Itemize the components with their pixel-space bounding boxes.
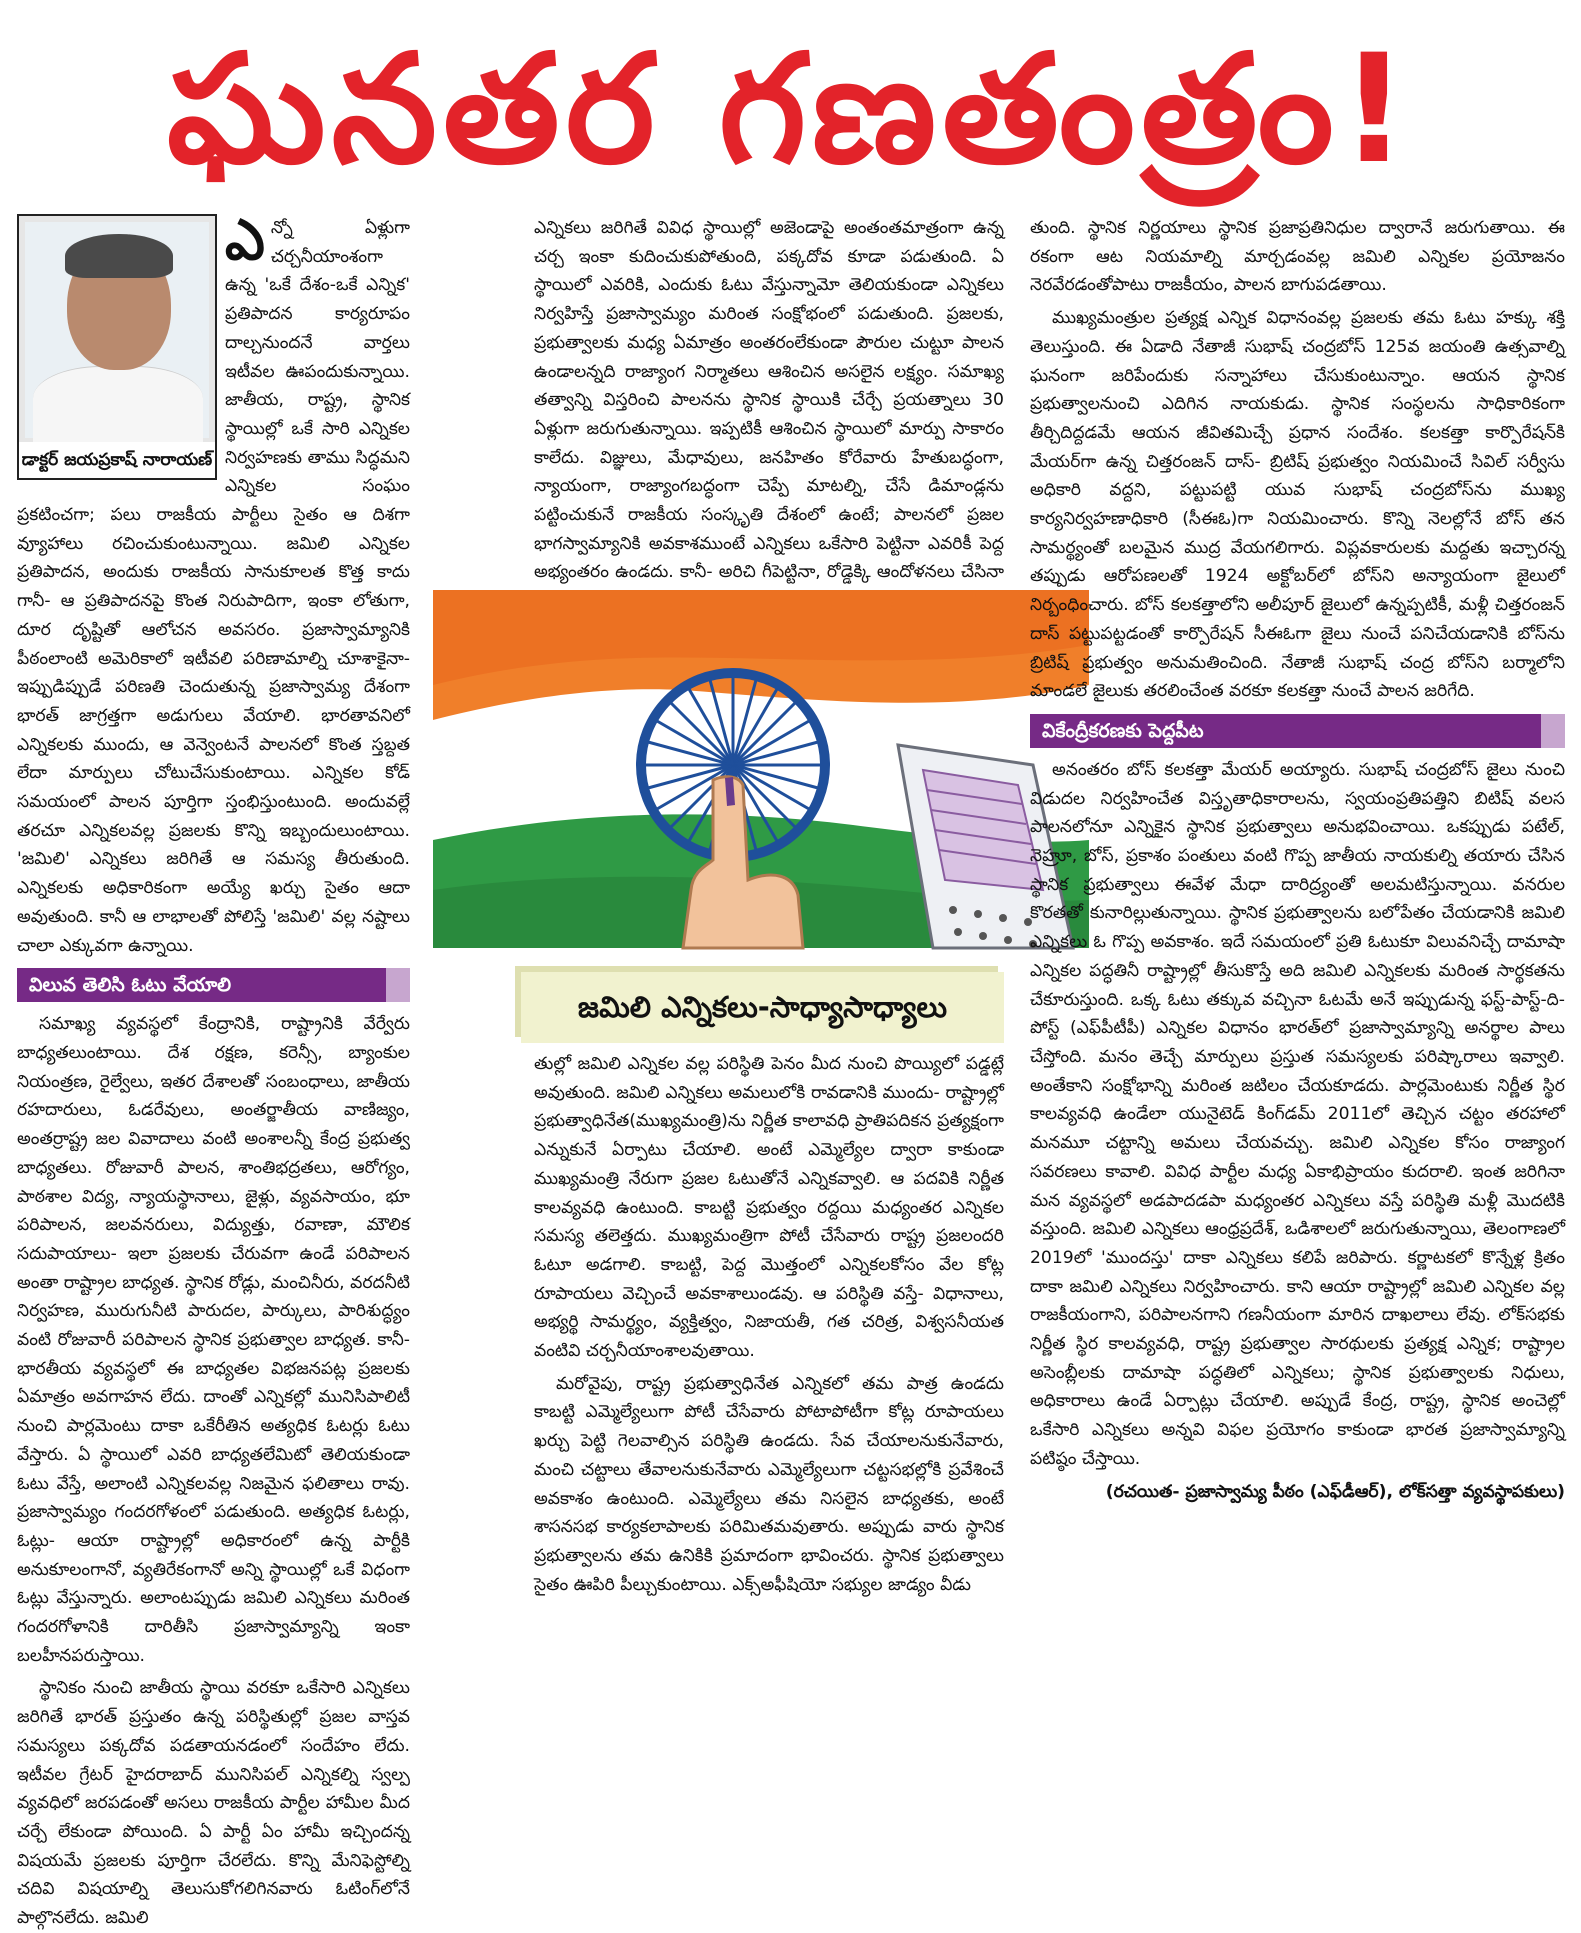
author-caption: డాక్టర్‌ జయప్రకాష్‌ నారాయణ్‌	[19, 442, 215, 478]
headline: ఘనతర గణతంత్రం!	[166, 23, 1415, 197]
illustration-svg	[433, 590, 1089, 948]
subheading-decentralization: వికేంద్రీకరణకు పెద్దపీట	[1030, 714, 1565, 748]
article-column-1	[17, 208, 410, 1929]
paragraph: స్థానికం నుంచి జాతీయ స్థాయి వరకూ ఒకేసారి ఎన్నికలు జరిగితే భారత్‌ ప్రస్తుతం ఉన్న పరిస్థితుల్లో ప్రజల వాస్తవ సమస్యలు పక్కదోవ పడతాయనడంలో సందేహం లేదు. ఇటీవల గ్రేటర్‌ హైదరాబాద్‌ మునిసిపల్‌ ఎన్నికల్ని స్వల్ప వ్యవధిలో జరపడంతో అసలు రాజకీయ పార్టీల హామీల మీద చర్చే లేకుండా పోయింది. ఏ పార్టీ ఏం హామీ ఇచ్చిందన్న విషయమే ప్రజలకు పూర్తిగా చేరలేదు. కొన్ని మేనిఫెస్టోల్ని చదివి విషయాల్ని తెలుసుకోగలిగినవారు ఓటింగ్‌లోనే పాల్గొనలేదు. జమిలి	[17, 1678, 410, 1929]
article-column-3	[1030, 214, 1565, 1610]
paragraph: మరోవైపు, రాష్ట్ర ప్రభుత్వాధినేత ఎన్నికలో తమ పాత్ర ఉండదు కాబట్టి ఎమ్మెల్యేలుగా పోటీ చేసేవారు పోటాపోటీగా కోట్ల రూపాయలు ఖర్చు పెట్టి గెలవాల్సిన పరిస్థితి ఉండదు. సేవ చేయాలనుకునేవారు, మంచి చట్టాలు తేవాలనుకునేవారు ఎమ్మెల్యేలుగా చట్టసభల్లోకి ప్రవేశించే అవకాశం ఉంటుంది. ఎమ్మెల్యేలు తమ నిసలైన బాధ్యతకు, అంటే శాసనసభ కార్యకలాపాలకు పరిమితమవుతారు. అప్పుడు వారు స్థానిక ప్రభుత్వాలను తమ ఉనికికి ప్రమాదంగా భావించరు. స్థానిక ప్రభుత్వాలు సైతం ఊపిరి పీల్చుకుంటాయి. ఎక్స్‌అఫీషియో సభ్యుల జాడ్యం వీడు	[534, 1373, 1004, 1595]
article-column-2-top	[534, 214, 1004, 586]
paragraph: తుల్లో జమిలి ఎన్నికల వల్ల పరిస్థితి పెనం మీద నుంచి పొయ్యిలో పడ్డట్లే అవుతుంది. జమిలి ఎన్నికలు అమలులోకి రావడానికి ముందు- రాష్ట్రాల్లో ప్రభుత్వాధినేత(ముఖ్యమంత్రి)ను నిర్ణీత కాలావధి ప్రాతిపదికన ప్రత్యక్షంగా ఎన్నుకునే ఏర్పాటు చేయాలి. అంటే ఎమ్మెల్యేల ద్వారా కాకుండా ముఖ్యమంత్రి నేరుగా ప్రజల ఓటుతోనే ఎన్నికవ్వాలి. ఆ పదవికి నిర్ణీత కాలవ్యవధి ఉంటుంది. కాబట్టి ప్రభుత్వం రద్దయి మధ్యంతర ఎన్నికల సమస్య తలెత్తదు. ముఖ్యమంత్రిగా పోటీ చేసేవారు రాష్ట్ర ప్రజలందరి ఓటూ అడగాలి. కాబట్టి, పెద్ద మొత్తంలో ఎన్నికలకోసం వేల కోట్ల రూపాయలు వెచ్చించే అవకాశాలుండవు. ఆ పరిస్థితి వస్తే- విధానాలు, అభ్యర్థి సామర్థ్యం, వ్యక్తిత్వం, నిజాయతీ, గత చరిత్ర, విశ్వసనీయత వంటివి చర్చనీయాంశాలవుతాయి.	[534, 1054, 1004, 1362]
flag-evm-illustration	[433, 590, 1089, 948]
paragraph: సమాఖ్య వ్యవస్థలో కేంద్రానికి, రాష్ట్రానికి వేర్వేరు బాధ్యతలుంటాయి. దేశ రక్షణ, కరెన్సీ, బ్యాంకుల నియంత్రణ, రైల్వేలు, ఇతర దేశాలతో సంబంధాలు, జాతీయ రహదారులు, ఓడరేవులు, అంతర్జాతీయ వాణిజ్యం, అంతర్రాష్ట్ర జల వివాదాలు వంటి అంశాలన్నీ కేంద్ర ప్రభుత్వ బాధ్యతలు. రోజువారీ పాలన, శాంతిభద్రతలు, ఆరోగ్యం, పాఠశాల విద్య, న్యాయస్థానాలు, జైళ్లు, వ్యవసాయం, భూ పరిపాలన, జలవనరులు, విద్యుత్తు, రవాణా, మౌలిక సదుపాయాలు- ఇలా ప్రజలకు చేరువగా ఉండే పరిపాలన అంతా రాష్ట్రాల బాధ్యత. స్థానిక రోడ్లు, మంచినీరు, వరదనీటి నిర్వహణ, మురుగునీటి పారుదల, పార్కులు, పారిశుద్ధ్యం వంటి రోజువారీ పరిపాలన స్థానిక ప్రభుత్వాల బాధ్యత. కానీ- భారతీయ వ్యవస్థలో ఈ బాధ్యతల విభజనపట్ల ప్రజలకు ఏమాత్రం అవగాహన లేదు. దాంతో ఎన్నికల్లో మునిసిపాలిటీ నుంచి పార్లమెంటు దాకా ఒకేరీతిన అత్యధిక ఓటర్లు ఓటు వేస్తారు. ఏ స్థాయిలో ఎవరి బాధ్యతలేమిటో తెలియకుండా ఓటు వేస్తే, అలాంటి ఎన్నికలవల్ల నిజమైన ఫలితాలు రావు. ప్రజాస్వామ్యం గందరగోళంలో పడుతుంది. అత్యధిక ఓటర్లు, ఓట్లు- ఆయా రాష్ట్రాల్లో అధికారంలో ఉన్న పార్టీకి అనుకూలంగానో, వ్యతిరేకంగానో అన్ని స్థాయిల్లో ఒకే విధంగా ఓట్లు వేస్తున్నారు. అలాంటప్పుడు జమిలి ఎన్నికలు మరింత గందరగోళానికి దారితీసి ప్రజాస్వామ్యాన్ని ఇంకా బలహీనపరుస్తాయి.	[17, 1014, 410, 1666]
author-byline: (రచయిత- ప్రజాస్వామ్య పీఠం (ఎఫ్‌డీఆర్‌), లోక్‌సత్తా వ్యవస్థాపకులు)	[1105, 1481, 1565, 1502]
article-column-2-bottom	[534, 1050, 1004, 1610]
box-title: జమిలి ఎన్నికలు-సాధ్యాసాధ్యాలు	[521, 972, 1004, 1043]
paragraph: ఎన్నికలు జరిగితే వివిధ స్థాయిల్లో అజెండాపై అంతంతమాత్రంగా ఉన్న చర్చ ఇంకా కుదించుకుపోతుంది, పక్కదోవ కూడా పడుతుంది. ఏ స్థాయిలో ఎవరికి, ఎందుకు ఓటు వేస్తున్నామో తెలియకుండా ఎన్నికలు నిర్వహిస్తే ప్రజాస్వామ్యం మరింత సంక్షోభంలో పడుతుంది. ప్రజలకు, ప్రభుత్వాలకు మధ్య ఏమాత్రం అంతరంలేకుండా పౌరుల చుట్టూ పాలన ఉండాలన్నది రాజ్యాంగ నిర్మాతలు ఆశించిన అసలైన లక్ష్యం. సమాఖ్య తత్వాన్ని విస్తరించి పాలనను స్థానిక స్థాయికి చేర్చే ప్రయత్నాలు 30 ఏళ్లుగా జరుగుతున్నాయి. ఇప్పటికీ ఆశించిన స్థాయిలో మార్పు సాకారం కాలేదు. విజ్ఞులు, మేధావులు, జనహితం కోరేవారు హేతుబద్ధంగా, న్యాయంగా, రాజ్యాంగబద్ధంగా చెప్పే మాటల్ని, చేసే డిమాండ్లను పట్టించుకునే రాజకీయ సంస్కృతి దేశంలో ఉంటే; పాలనలో ప్రజల భాగస్వామ్యానికి అవకాశముంటే ఎన్నికలు ఒకేసారి పెట్టినా ఎవరికీ పెద్ద అభ్యంతరం ఉండదు. కానీ- అరిచి గీపెట్టినా, రోడ్డెక్కి ఆందోళనలు చేసినా	[534, 218, 1004, 583]
author-photo	[17, 214, 217, 480]
paragraph: తుంది. స్థానిక నిర్ణయాలు స్థానిక ప్రజాప్రతినిధుల ద్వారానే జరుగుతాయి. ఈ రకంగా ఆట నియమాల్ని మార్చడంవల్ల జమిలి ఎన్నికల ప్రయోజనం నెరవేరడంతోపాటు రాజకీయం, పాలన బాగుపడతాయి.	[1030, 218, 1565, 296]
dropcap: ఎ	[225, 208, 265, 273]
paragraph: ముఖ్యమంత్రుల ప్రత్యక్ష ఎన్నిక విధానంవల్ల ప్రజలకు తమ ఓటు హక్కు శక్తి తెలుస్తుంది. ఈ ఏడాది నేతాజీ సుభాష్‌ చంద్రబోస్‌ 125వ జయంతి ఉత్సవాల్ని ఘనంగా జరిపేందుకు సన్నాహాలు చేసుకుంటున్నాం. ఆయన స్థానిక ప్రభుత్వాలనుంచి ఎదిగిన నాయకుడు. స్థానిక సంస్థలను సాధికారికంగా తీర్చిదిద్దడమే ఆయన జీవితమిచ్చే ప్రధాన సందేశం. కలకత్తా కార్పొరేషన్‌కి మేయర్‌గా ఉన్న చిత్తరంజన్‌ దాస్‌- బ్రిటిష్‌ ప్రభుత్వం నియమించే సివిల్‌ సర్వీసు అధికారి వద్దని, పట్టుపట్టి యువ సుభాష్‌ చంద్రబోస్‌ను ముఖ్య కార్యనిర్వహణాధికారి (సీఈఓ)గా నియమించారు. కొన్ని నెలల్లోనే బోస్‌ తన సామర్థ్యంతో బలమైన ముద్ర వేయగలిగారు. విప్లవకారులకు మద్దతు ఇచ్చారన్న తప్పుడు ఆరోపణలతో 1924 అక్టోబర్‌లో బోస్‌ని అన్యాయంగా జైలులో నిర్బంధించారు. బోస్‌ కలకత్తాలోని అలీపూర్‌ జైలులో ఉన్నప్పటికీ, మళ్లీ చిత్తరంజన్‌ దాస్‌ పట్టుపట్టడంతో కార్పొరేషన్‌ సీఈఓగా జైలు నుంచే పనిచేయడానికి బోస్‌ను బ్రిటిష్‌ ప్రభుత్వం అనుమతించింది. నేతాజీ సుభాష్‌ చంద్ర బోస్‌ని బర్మాలోని మాండలే జైలుకు తరలించేంత వరకూ కలకత్తా నుంచే పాలన జరిగేది.	[1030, 308, 1565, 702]
paragraph: అనంతరం బోస్‌ కలకత్తా మేయర్‌ అయ్యారు. సుభాష్‌ చంద్రబోస్‌ జైలు నుంచి విడుదల నిర్వహించేత విస్తృతాధికారాలను, స్వయంప్రతిపత్తిని బిటిష్‌ వలస పాలనలోనూ ఎన్నికైన స్థానిక ప్రభుత్వాలు అనుభవించాయి. ఒకప్పుడు పటేల్‌, నెహ్రూ, బోస్‌, ప్రకాశం పంతులు వంటి గొప్ప జాతీయ నాయకుల్ని తయారు చేసిన స్థానిక ప్రభుత్వాలు ఈవేళ మేధా దారిద్ర్యంతో అలమటిస్తున్నాయి. వనరుల కొరతతో కునారిల్లుతున్నాయి. స్థానిక ప్రభుత్వాలను బలోపేతం చేయడానికి జమిలి ఎన్నికలు ఓ గొప్ప అవకాశం. ఇదే సమయంలో ప్రతి ఓటుకూ విలువనిచ్చే దామాషా ఎన్నికల పద్ధతినీ రాష్ట్రాల్లో తీసుకొస్తే అది జమిలి ఎన్నికలకు మరింత సార్థకతను చేకూరుస్తుంది. ఒక్క ఓటు తక్కువ వచ్చినా ఓటమే అనే ఇప్పుడున్న ఫస్ట్‌-పాస్ట్‌-ది-పోస్ట్‌ (ఎఫ్‌పీటీపీ) ఎన్నికల విధానం భారత్‌లో ప్రజాస్వామ్యాన్ని అనర్థాల పాలు చేస్తోంది. మనం తెచ్చే మార్పులు ప్రస్తుత సమస్యలకు పరిష్కారాలు ఇవ్వాలి. అంతేకాని సంక్షోభాన్ని మరింత జటిలం చేయకూడదు. పార్లమెంటుకు నిర్ణీత స్థిర కాలవ్యవధి ఉండేలా యునైటెడ్‌ కింగ్‌డమ్‌ 2011లో తెచ్చిన చట్టం తరహాలో మనమూ చట్టాన్ని అమలు చేయవచ్చు. జమిలి ఎన్నికల కోసం రాజ్యాంగ సవరణలు కావాలి. వివిధ పార్టీల మధ్య ఏకాభిప్రాయం కుదరాలి. ఇంత జరిగినా మన వ్యవస్థలో అడపాదడపా మధ్యంతర ఎన్నికలు వస్తే పరిస్థితి మళ్లీ మొదటికి వస్తుంది. జమిలి ఎన్నికలు ఆంధ్రప్రదేశ్‌, ఒడిశాలలో జరుగుతున్నాయి, తెలంగాణలో 2019లో 'ముందస్తు' దాకా ఎన్నికలు కలిపే జరిపారు. కర్ణాటకలో కొన్నేళ్ల క్రితం దాకా జమిలి ఎన్నికలు నిర్వహించారు. కాని ఆయా రాష్ట్రాల్లో జమిలి ఎన్నికల వల్ల రాజకీయంగాని, పరిపాలనగాని గణనీయంగా మారిన దాఖలాలు లేవు. లోక్‌సభకు నిర్ణీత స్థిర కాలవ్యవధి, రాష్ట్ర ప్రభుత్వాల సారథులకు ప్రత్యక్ష ఎన్నిక; రాష్ట్రాల అసెంబ్లీలకు దామాషా పద్ధతిలో ఎన్నికలు; స్థానిక ప్రభుత్వాలకు నిధులు, అధికారాలు ఉండే ఏర్పాట్లు చేయాలి. అప్పుడే కేంద్ర, రాష్ట్ర, స్థానిక అంచెల్లో ఒకేసారి ఎన్నికలు అన్నవి విఫల ప్రయోగం కాకుండా భారత ప్రజాస్వామ్యాన్ని పటిష్ఠం చేస్తాయి.	[1030, 759, 1565, 1469]
paragraph: ఎన్నో ఏళ్లుగా చర్చనీయాంశంగా ఉన్న 'ఒకే దేశం-ఒకే ఎన్నిక' ప్రతిపాదన కార్యరూపం దాల్చనుందనే వార్తలు ఇటీవల ఊపందుకున్నాయి. జాతీయ, రాష్ట్ర, స్థానిక స్థాయిల్లో ఒకే సారి ఎన్నికల నిర్వహణకు తాము సిద్ధమని ఎన్నికల సంఘం ప్రకటించగా; పలు రాజకీయ పార్టీలు సైతం ఆ దిశగా వ్యూహాలు రచించుకుంటున్నాయి. జమిలి ఎన్నికల ప్రతిపాదన, అందుకు రాజకీయ సానుకూలత కొత్త కాదు గానీ- ఆ ప్రతిపాదనపై కొంత నిరుపాదిగా, ఇంకా లోతుగా, దూర దృష్టితో ఆలోచన అవసరం. ప్రజాస్వామ్యానికి పీఠంలాంటి అమెరికాలో ఇటీవలి పరిణామాల్ని చూశాకైనా- ఇప్పుడిప్పుడే పరిణతి చెందుతున్న ప్రజాస్వామ్య దేశంగా భారత్‌ జాగ్రత్తగా అడుగులు వేయాలి. భారతావనిలో ఎన్నికలకు ముందు, ఆ వెన్వెంటనే పాలనలో కొంత స్తబ్దత లేదా మార్పులు చోటుచేసుకుంటాయి. ఎన్నికల కోడ్‌ సమయంలో పాలన పూర్తిగా స్తంభిస్తుంటుంది. అందువల్లే తరచూ ఎన్నికలవల్ల ప్రజలకు కొన్ని ఇబ్బందులుంటాయి. 'జమిలి' ఎన్నికలు జరిగితే ఆ సమస్య తీరుతుంది. ఎన్నికలకు అధికారికంగా అయ్యే ఖర్చు సైతం ఆదా అవుతుంది. కానీ ఆ లాభాలతో పోలిస్తే 'జమిలి' వల్ల నష్టాలు చాలా ఎక్కువగా ఉన్నాయి.	[17, 208, 410, 956]
subheading-value-of-vote: విలువ తెలిసి ఓటు వేయాలి	[17, 968, 410, 1002]
